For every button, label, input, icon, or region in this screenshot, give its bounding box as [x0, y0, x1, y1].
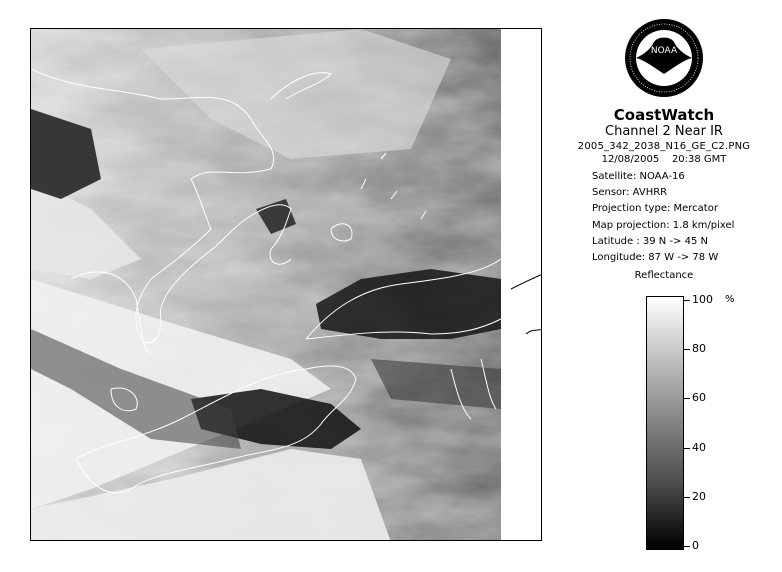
legend-tick: [684, 398, 690, 399]
channel-name: Channel 2 Near IR: [605, 124, 723, 139]
file-name: 2005_342_2038_N16_GE_C2.PNG: [577, 141, 751, 152]
legend-tick: [684, 349, 690, 350]
acquisition-time: 20:38 GMT: [671, 154, 727, 165]
legend-unit: %: [725, 294, 735, 305]
legend-tick-label: 100: [692, 293, 713, 306]
latitude-range-label: Latitude : 39 N -> 45 N: [592, 235, 708, 247]
legend-tick: [684, 546, 690, 547]
legend-color-bar: [646, 296, 684, 550]
satellite-label: Satellite: NOAA-16: [592, 171, 685, 182]
acquisition-date: 12/08/2005: [601, 154, 660, 165]
legend-tick-label: 40: [692, 440, 706, 454]
satellite-map: [30, 28, 542, 541]
date-time-row: [556, 152, 772, 168]
projection-type-label: Projection type: Mercator: [592, 203, 718, 215]
longitude-range-label: Longitude: 87 W -> 78 W: [592, 252, 719, 264]
noaa-logo: [624, 18, 704, 98]
legend-tick: [684, 300, 690, 301]
no-data-strip: [501, 29, 542, 541]
sensor-label: Sensor: AVHRR: [592, 187, 668, 199]
product-title: CoastWatch: [613, 106, 715, 124]
legend-tick-label: 20: [692, 489, 706, 503]
info-panel: [556, 18, 772, 281]
map-canvas: [31, 29, 542, 541]
legend-tick: [684, 497, 690, 498]
logo-text: NOAA: [650, 46, 678, 56]
legend-title: Reflectance: [634, 270, 694, 282]
map-projection-label: Map projection: 1.8 km/pixel: [592, 219, 735, 231]
legend-tick: [684, 448, 690, 449]
legend-tick-label: 0: [692, 539, 699, 552]
legend-tick-label: 60: [692, 391, 706, 405]
legend-tick-label: 80: [692, 342, 706, 356]
metadata-list: [592, 169, 772, 266]
